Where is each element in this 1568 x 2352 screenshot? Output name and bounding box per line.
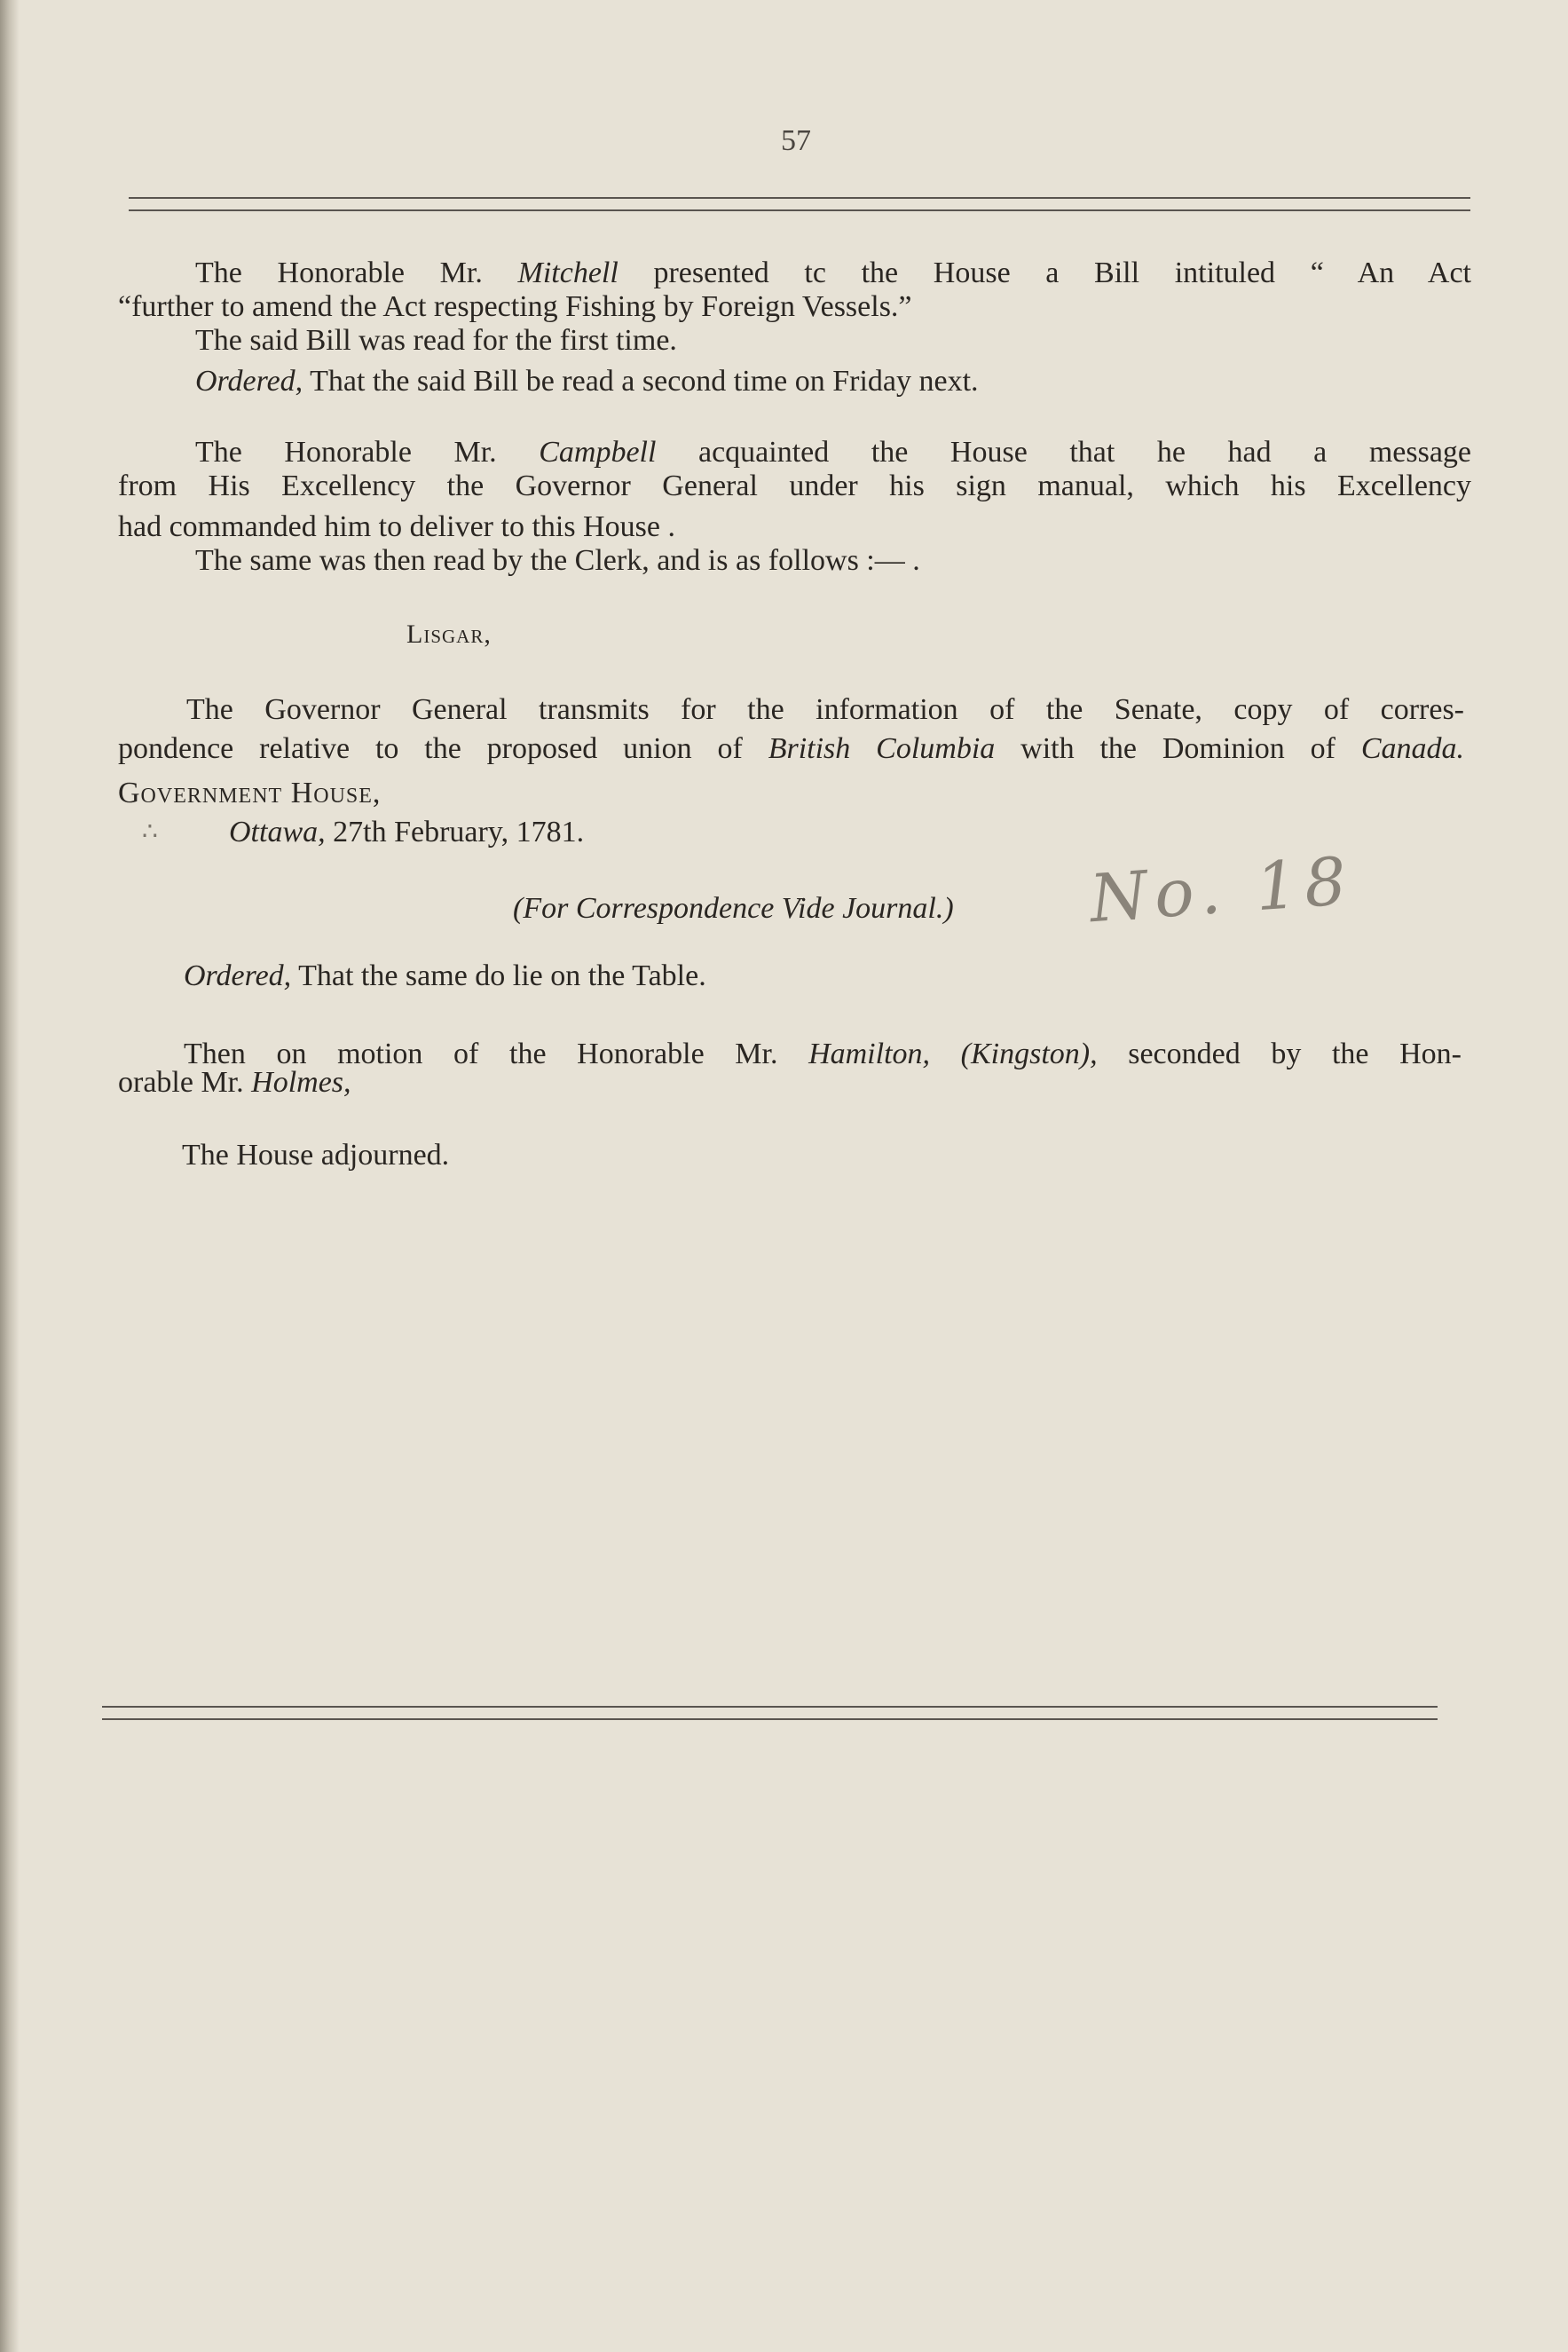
house-adjourned: The House adjourned. <box>182 1139 450 1172</box>
page-number: 57 <box>781 124 811 157</box>
date-line: Ottawa, 27th February, 1781. <box>229 816 585 848</box>
correspondence-note: (For Correspondence Vide Journal.) <box>513 892 954 925</box>
p2-line4: The same was then read by the Clerk, and is as follows :— . <box>195 544 920 577</box>
government-house: Government House, <box>118 777 382 809</box>
p2-line1: The Honorable Mr. Campbell acquainted the House that he had a message <box>195 436 1472 469</box>
p2-line2: from His Excellency the Governor General under his sign manual, which his Excellency <box>118 470 1471 502</box>
place-british-columbia: British Columbia <box>768 732 996 765</box>
place-canada: Canada. <box>1360 732 1465 765</box>
p2-line3: had commanded him to deliver to this House . <box>118 510 675 543</box>
p3-line2: orable Mr. Holmes, <box>118 1066 351 1099</box>
member-campbell: Campbell <box>539 436 657 469</box>
message-line2: pondence relative to the proposed union of British Columbia with the Dominion of Canada. <box>118 732 1465 765</box>
signature-lisgar: Lisgar, <box>406 620 492 649</box>
p1-line3: The said Bill was read for the first time. <box>195 324 677 357</box>
top-rule-lower <box>129 209 1470 211</box>
member-holmes: Holmes, <box>251 1066 351 1099</box>
p1-line4: Ordered, That the said Bill be read a second time on Friday next. <box>195 365 979 398</box>
p3-line1: Then on motion of the Honorable Mr. Hamilton, (Kingston), seconded by the Hon- <box>184 1038 1462 1070</box>
handwritten-note: No. 18 <box>1087 842 1356 938</box>
member-mitchell: Mitchell <box>517 257 619 289</box>
bottom-rule-lower <box>102 1718 1438 1720</box>
page-edge-shadow <box>0 0 20 2352</box>
margin-mark: ∴ <box>142 818 158 846</box>
bottom-rule-upper <box>102 1706 1438 1708</box>
p1-line2: “further to amend the Act respecting Fishing by Foreign Vessels.” <box>118 290 912 323</box>
message-line1: The Governor General transmits for the information of the Senate, copy of corres- <box>186 693 1464 726</box>
ordered-table-line: Ordered, That the same do lie on the Table. <box>184 959 706 992</box>
top-rule-upper <box>129 197 1470 199</box>
riding-kingston: (Kingston), <box>960 1038 1098 1070</box>
member-hamilton: Hamilton, <box>808 1038 931 1070</box>
p1-line1: The Honorable Mr. Mitchell presented tc the House a Bill intituled “ An Act <box>195 257 1471 289</box>
